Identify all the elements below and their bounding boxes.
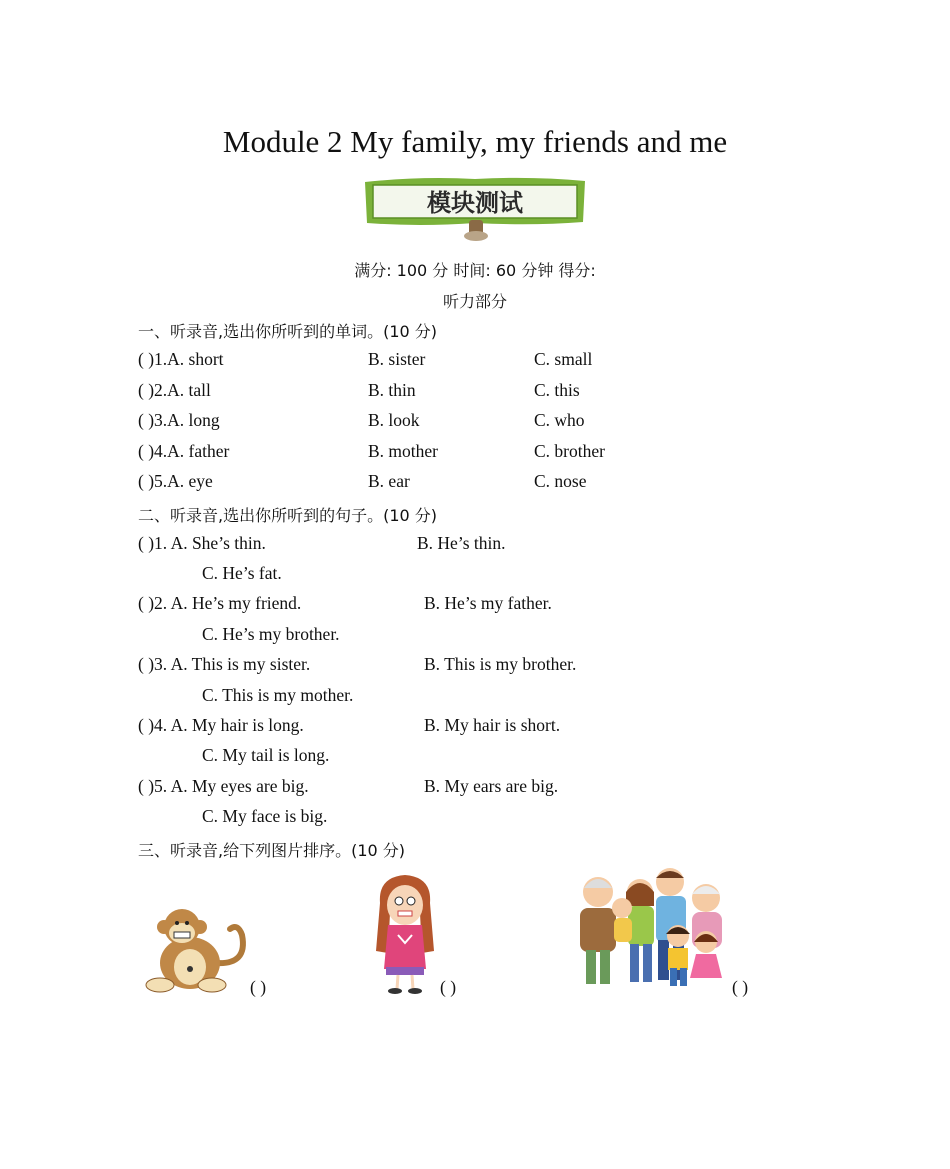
s2-q2-a: ( )2. A. He’s my friend. <box>138 593 302 613</box>
monkey-picture <box>138 905 250 995</box>
s2-q3-c: C. This is my mother. <box>202 685 354 705</box>
score-line: 满分: 100 分 时间: 60 分钟 得分: <box>354 261 596 280</box>
s2-q3-b: B. This is my brother. <box>424 654 577 674</box>
s2-q4-b: B. My hair is short. <box>424 715 561 735</box>
s1-q4-a: ( )4.A. father <box>138 441 230 461</box>
listening-part-label: 听力部分 <box>442 292 507 311</box>
section2-heading: 二、听录音,选出你所听到的句子。(10 分) <box>138 506 438 525</box>
module-test-banner <box>361 174 589 244</box>
girl-answer-blank[interactable]: ( ) <box>440 977 457 997</box>
s1-q1-a: ( )1.A. short <box>138 349 224 369</box>
s2-q2-b: B. He’s my father. <box>424 593 552 613</box>
s2-q5-a: ( )5. A. My eyes are big. <box>138 776 309 796</box>
s1-q3-a: ( )3.A. long <box>138 410 220 430</box>
s1-q2-b: B. thin <box>368 380 416 400</box>
section3-heading: 三、听录音,给下列图片排序。(10 分) <box>138 841 406 860</box>
s2-q5-c: C. My face is big. <box>202 806 328 826</box>
s2-q3-a: ( )3. A. This is my sister. <box>138 654 311 674</box>
banner-graphic <box>361 174 589 244</box>
s1-q4-b: B. mother <box>368 441 438 461</box>
s1-q5-c: C. nose <box>534 471 587 491</box>
section1-heading: 一、听录音,选出你所听到的单词。(10 分) <box>138 322 438 341</box>
girl-picture <box>370 873 440 995</box>
s2-q1-a: ( )1. A. She’s thin. <box>138 533 266 553</box>
page-title: Module 2 My family, my friends and me <box>222 124 728 159</box>
s2-q5-b: B. My ears are big. <box>424 776 559 796</box>
s2-q1-c: C. He’s fat. <box>202 563 282 583</box>
s1-q2-c: C. this <box>534 380 580 400</box>
s2-q4-a: ( )4. A. My hair is long. <box>138 715 304 735</box>
s1-q4-c: C. brother <box>534 441 605 461</box>
girl-icon <box>370 873 440 995</box>
s1-q5-a: ( )5.A. eye <box>138 471 213 491</box>
family-picture <box>560 862 733 994</box>
s1-q2-a: ( )2.A. tall <box>138 380 211 400</box>
s1-q1-b: B. sister <box>368 349 426 369</box>
monkey-icon <box>138 905 250 995</box>
s1-q3-c: C. who <box>534 410 585 430</box>
s2-q2-c: C. He’s my brother. <box>202 624 340 644</box>
monkey-answer-blank[interactable]: ( ) <box>250 977 267 997</box>
s1-q1-c: C. small <box>534 349 593 369</box>
s1-q3-b: B. look <box>368 410 420 430</box>
s2-q4-c: C. My tail is long. <box>202 745 330 765</box>
family-icon <box>560 862 733 994</box>
family-answer-blank[interactable]: ( ) <box>732 977 749 997</box>
banner-label: 模块测试 <box>427 189 523 217</box>
s1-q5-b: B. ear <box>368 471 410 491</box>
s2-q1-b: B. He’s thin. <box>417 533 506 553</box>
